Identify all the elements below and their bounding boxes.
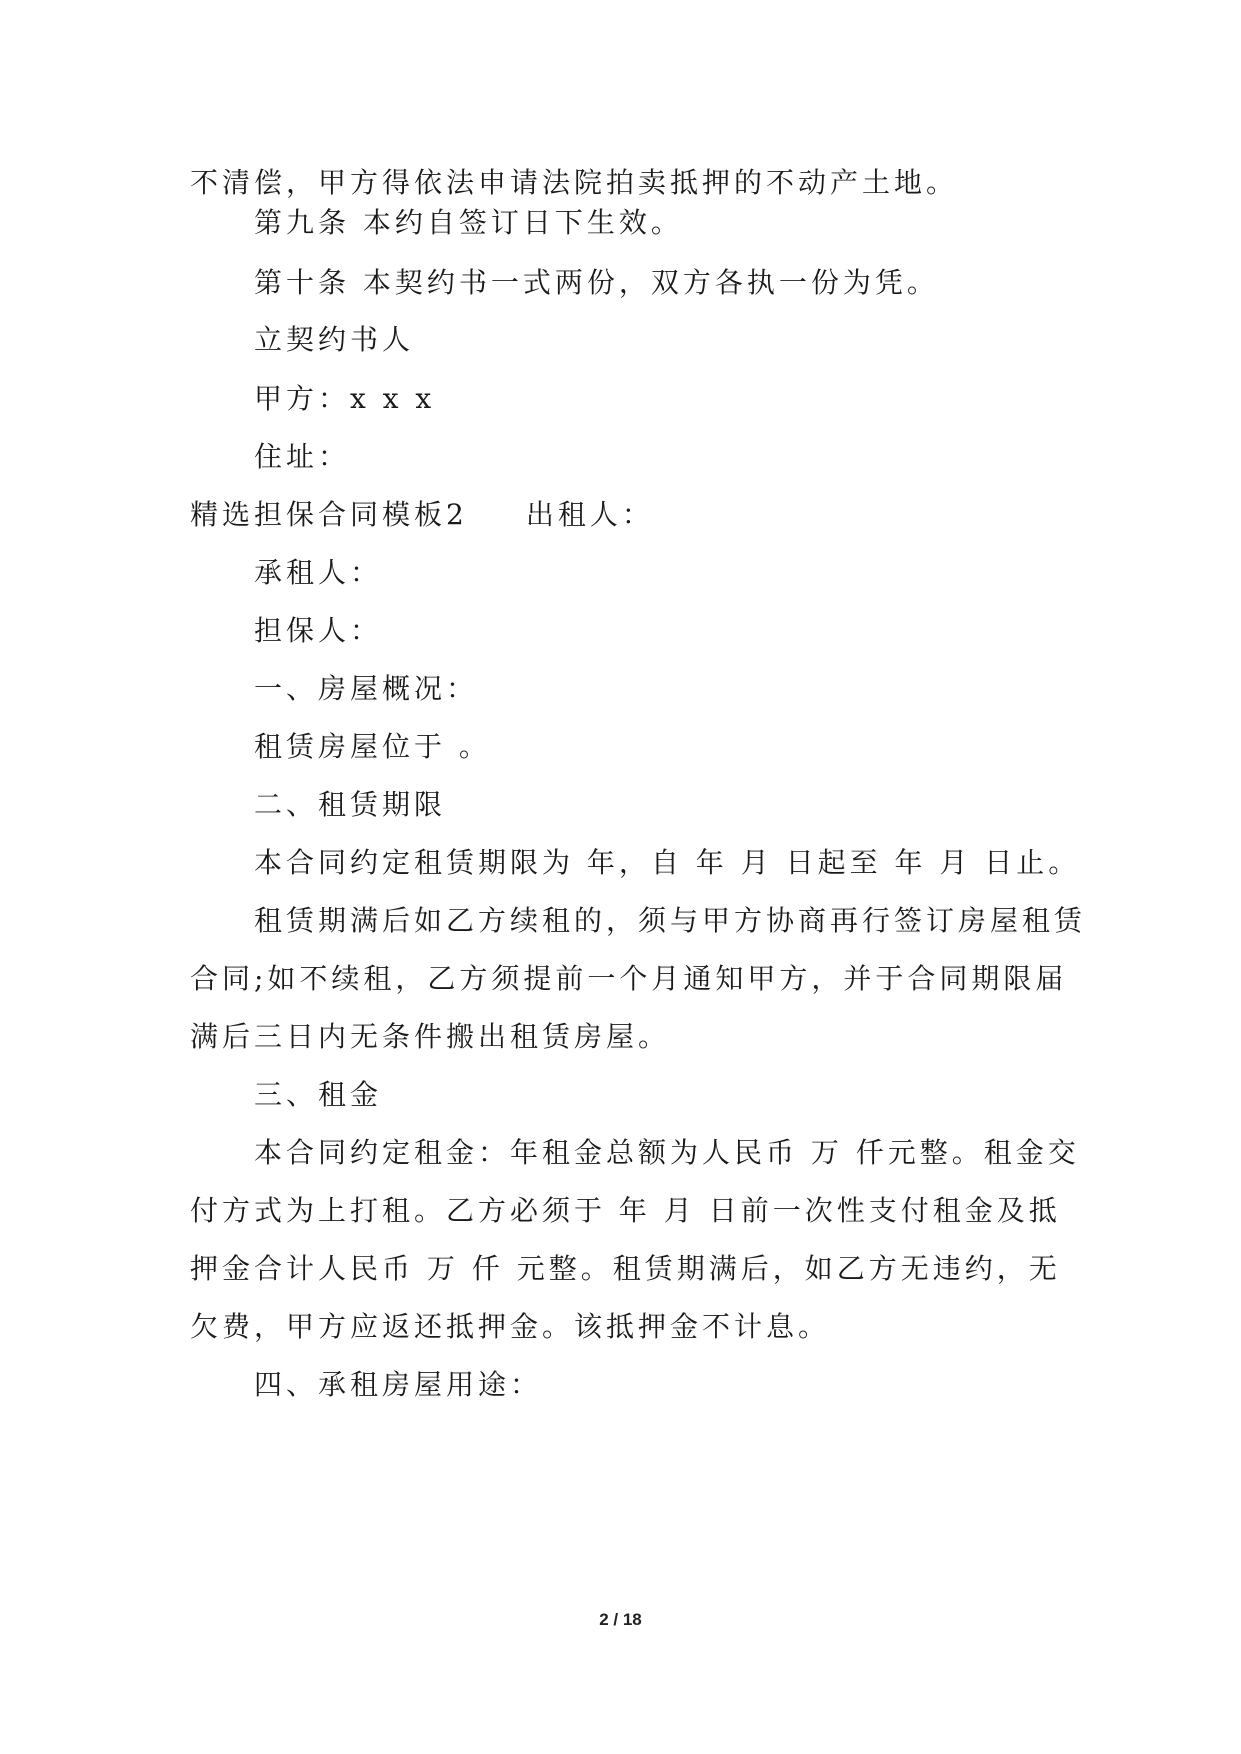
section-four-heading: 四、承租房屋用途： <box>254 1368 543 1401</box>
lessor-label: 出租人： <box>525 498 654 531</box>
guarantor-line: 担保人： <box>254 614 383 647</box>
rent-line-4: 欠费，甲方应返还抵押金。该抵押金不计息。 <box>190 1310 831 1343</box>
property-location-line: 租赁房屋位于 。 <box>254 730 491 763</box>
rent-line-3: 押金合计人民币 万 仟 元整。租赁期满后，如乙方无违约，无 <box>190 1252 1061 1285</box>
clause-ten: 第十条 本契约书一式两份，双方各执一份为凭。 <box>254 266 939 299</box>
clause-nine: 第九条 本约自签订日下生效。 <box>254 206 683 239</box>
section-one-heading: 一、房屋概况： <box>254 672 479 705</box>
section-three-heading: 三、租金 <box>254 1078 383 1111</box>
lessee-line: 承租人： <box>254 556 383 589</box>
paragraph-continuation: 不清偿，甲方得依法申请法院拍卖抵押的不动产土地。 <box>190 166 959 199</box>
renewal-line-1: 租赁期满后如乙方续租的，须与甲方协商再行签订房屋租赁 <box>254 904 1087 937</box>
lease-term-line: 本合同约定租赁期限为 年，自 年 月 日起至 年 月 日止。 <box>254 846 1081 879</box>
party-a-line: 甲方：x x x <box>254 382 436 415</box>
page-number: 2 / 18 <box>599 1610 642 1629</box>
renewal-line-2: 合同;如不续租，乙方须提前一个月通知甲方，并于合同期限届 <box>190 962 1068 995</box>
section-heading <box>190 495 654 535</box>
rent-line-1: 本合同约定租金：年租金总额为人民币 万 仟元整。租金交 <box>254 1136 1080 1169</box>
address-line: 住址： <box>254 440 351 473</box>
signatory-label: 立契约书人 <box>254 323 415 356</box>
section-two-heading: 二、租赁期限 <box>254 788 447 821</box>
rent-line-2: 付方式为上打租。乙方必须于 年 月 日前一次性支付租金及抵 <box>190 1194 1061 1227</box>
renewal-line-3: 满后三日内无条件搬出租赁房屋。 <box>190 1020 671 1053</box>
section-title: 精选担保合同模板2 <box>190 498 468 531</box>
